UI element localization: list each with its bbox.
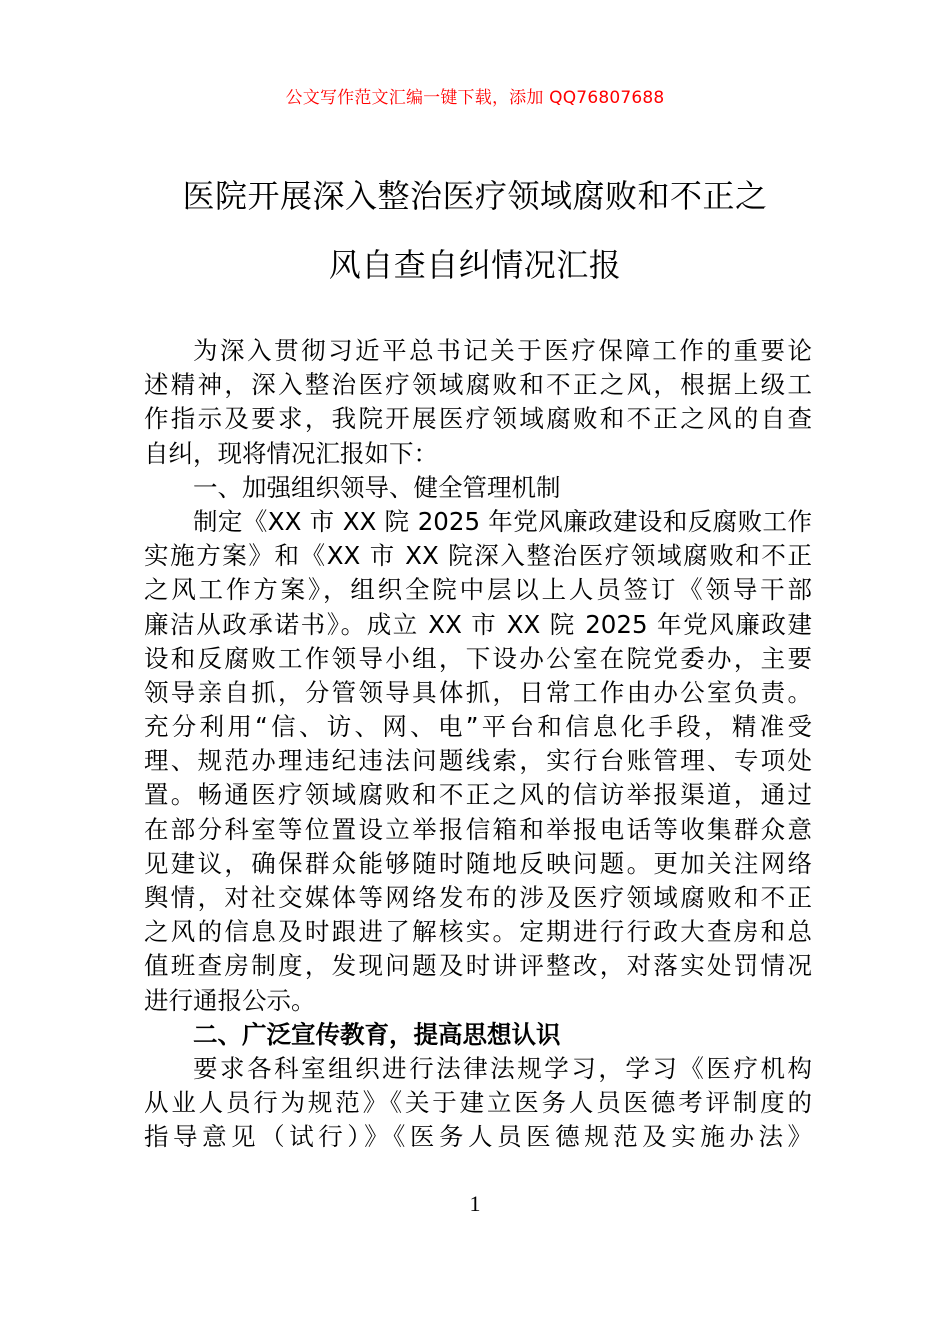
paragraph-line: 制定《XX 市 XX 院 2025 年党风廉政建设和反腐败工作 xyxy=(193,506,812,536)
paragraph-line: 指导意见（试行）》《医务人员医德规范及实施办法》 xyxy=(144,1122,812,1152)
paragraph-line: 进行通报公示。 xyxy=(144,985,316,1015)
paragraph-line: 作指示及要求，我院开展医疗领域腐败和不正之风的自查 xyxy=(144,404,812,434)
paragraph-line: 领导亲自抓，分管领导具体抓，日常工作由办公室负责。 xyxy=(144,677,812,707)
paragraph-line: 从业人员行为规范》《关于建立医务人员医德考评制度的 xyxy=(144,1088,812,1118)
paragraph-line: 置。畅通医疗领域腐败和不正之风的信访举报渠道，通过 xyxy=(144,780,812,810)
paragraph-line: 舆情，对社交媒体等网络发布的涉及医疗领域腐败和不正 xyxy=(144,883,812,912)
document-title-line-1: 医院开展深入整治医疗领域腐败和不正之 xyxy=(182,177,768,215)
paragraph-line: 要求各科室组织进行法律法规学习，学习《医疗机构 xyxy=(193,1053,812,1083)
download-banner: 公文写作范文汇编一键下载，添加 QQ76807688 xyxy=(285,88,665,108)
paragraph-line: 廉洁从政承诺书》。成立 XX 市 XX 院 2025 年党风廉政建 xyxy=(144,609,812,639)
document-title-line-2: 风自查自纠情况汇报 xyxy=(328,246,622,284)
paragraph-line: 理、规范办理违纪违法问题线索，实行台账管理、专项处 xyxy=(144,746,812,776)
paragraph-line: 为深入贯彻习近平总书记关于医疗保障工作的重要论 xyxy=(193,336,812,365)
paragraph-line: 述精神，深入整治医疗领域腐败和不正之风，根据上级工 xyxy=(144,370,812,400)
paragraph-line: 见建议，确保群众能够随时随地反映问题。更加关注网络 xyxy=(144,848,812,878)
page-number: 1 xyxy=(469,1191,481,1216)
paragraph-line: 在部分科室等位置设立举报信箱和举报电话等收集群众意 xyxy=(144,814,812,844)
paragraph-line: 值班查房制度，发现问题及时讲评整改，对落实处罚情况 xyxy=(144,951,812,981)
section-heading: 一、加强组织领导、健全管理机制 xyxy=(193,472,561,502)
paragraph-line: 自纠，现将情况汇报如下： xyxy=(144,438,438,468)
paragraph-line: 充分利用“信、访、网、电”平台和信息化手段，精准受 xyxy=(144,712,812,742)
section-heading: 二、广泛宣传教育，提高思想认识 xyxy=(193,1019,561,1049)
paragraph-line: 之风工作方案》，组织全院中层以上人员签订《领导干部 xyxy=(144,575,812,605)
paragraph-line: 之风的信息及时跟进了解核实。定期进行行政大查房和总 xyxy=(144,917,812,947)
paragraph-line: 设和反腐败工作领导小组，下设办公室在院党委办，主要 xyxy=(144,643,812,673)
paragraph-line: 实施方案》和《XX 市 XX 院深入整治医疗领域腐败和不正 xyxy=(144,541,812,571)
document-body xyxy=(144,334,812,1155)
